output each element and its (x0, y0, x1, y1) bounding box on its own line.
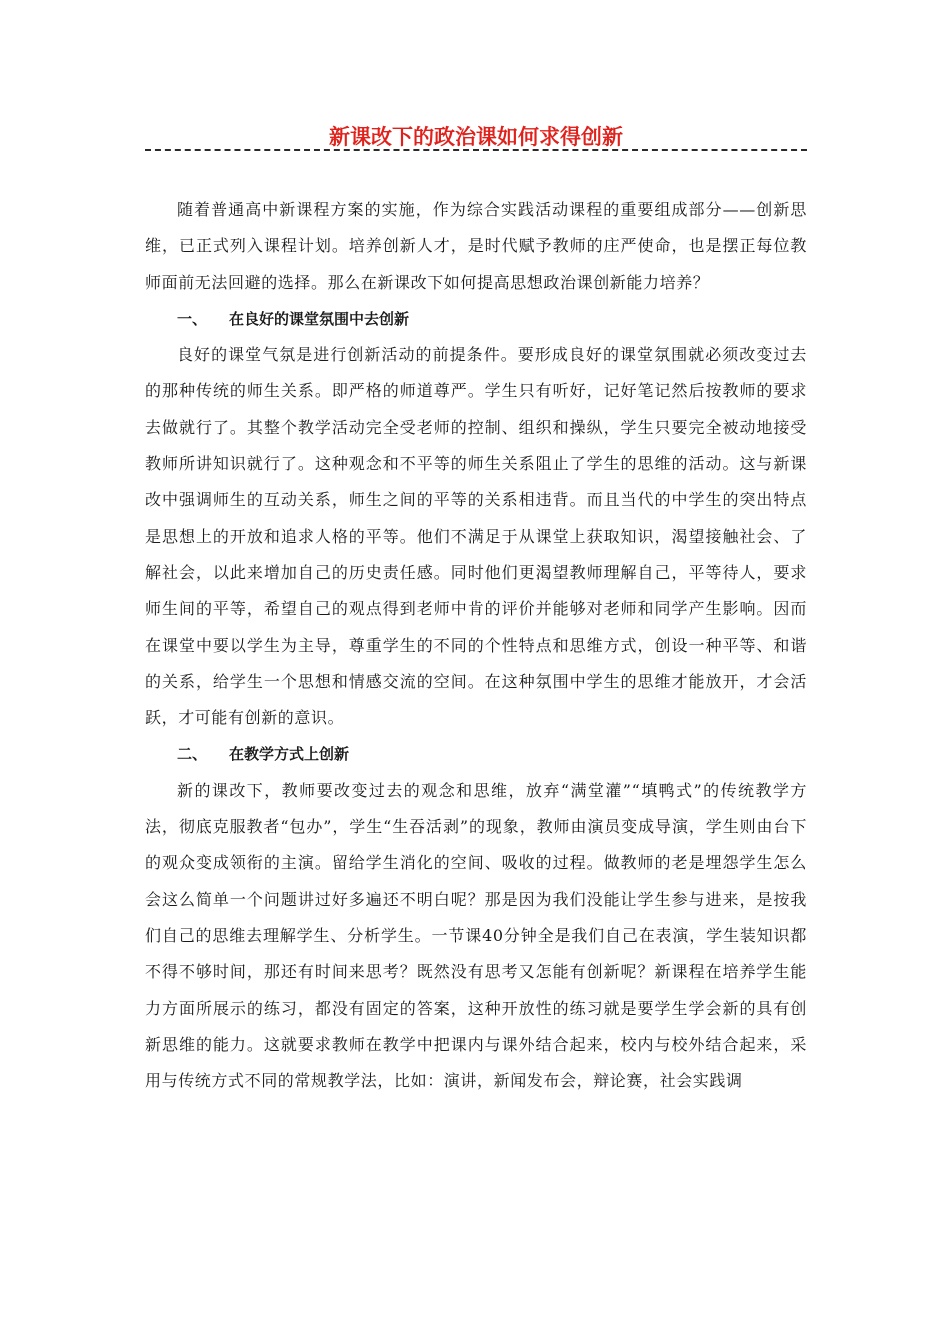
section-1-heading (145, 301, 807, 337)
section-1-number: 一、 (177, 309, 208, 328)
document-title-wrap (145, 122, 807, 152)
section-2-title: 在教学方式上创新 (229, 745, 350, 764)
section-2-heading (145, 736, 807, 772)
section-2-number: 二、 (177, 745, 208, 764)
section-2-paragraph: 新的课改下，教师要改变过去的观念和思维，放弃“满堂灌”“填鸭式”的传统教学方法，彻底克服教者“包办”，学生“生吞活剥”的现象，教师由演员变成导演，学生则由台下的观众变成领衔的主演。留给学生消化的空间、吸收的过程。做教师的老是埋怨学生怎么会这么简单一个问题讲过好多遍还不明白呢？那是因为我们没能让学生参与进来，是按我们自己的思维去理解学生、分析学生。一节课40分钟全是我们自己在表演，学生装知识都不得不够时间，那还有时间来思考？既然没有思考又怎能有创新呢？新课程在培养学生能力方面所展示的练习，都没有固定的答案，这种开放性的练习就是要学生学会新的具有创新思维的能力。这就要求教师在教学中把课内与课外结合起来，校内与校外结合起来，采用与传统方式不同的常规教学法，比如：演讲，新闻发布会，辩论赛，社会实践调 (145, 780, 807, 1091)
intro-paragraph: 随着普通高中新课程方案的实施，作为综合实践活动课程的重要组成部分——创新思维，已正式列入课程计划。培养创新人才，是时代赋予教师的庄严使命，也是摆正每位教师面前无法回避的选择。那么在新课改下如何提高思想政治课创新能力培养？ (145, 200, 807, 292)
document-title: 新课改下的政治课如何求得创新 (325, 125, 627, 149)
title-block (145, 118, 807, 158)
section-1-paragraph: 良好的课堂气氛是进行创新活动的前提条件。要形成良好的课堂氛围就必须改变过去的那种传统的师生关系。即严格的师道尊严。学生只有听好，记好笔记然后按教师的要求去做就行了。其整个教学活动完全受老师的控制、组织和操纵，学生只要完全被动地接受教师所讲知识就行了。这种观念和不平等的师生关系阻止了学生的思维的活动。这与新课改中强调师生的互动关系，师生之间的平等的关系相违背。而且当代的中学生的突出特点是思想上的开放和追求人格的平等。他们不满足于从课堂上获取知识，渴望接触社会、了解社会，以此来增加自己的历史责任感。同时他们更渴望教师理解自己，平等待人，要求师生间的平等，希望自己的观点得到老师中肯的评价并能够对老师和同学产生影响。因而在课堂中要以学生为主导，尊重学生的不同的个性特点和思维方式，创设一种平等、和谐的关系，给学生一个思想和情感交流的空间。在这种氛围中学生的思维才能放开，才会活跃，才可能有创新的意识。 (145, 345, 807, 728)
section-1-title: 在良好的课堂氛围中去创新 (229, 309, 410, 328)
document-body (145, 192, 807, 1099)
